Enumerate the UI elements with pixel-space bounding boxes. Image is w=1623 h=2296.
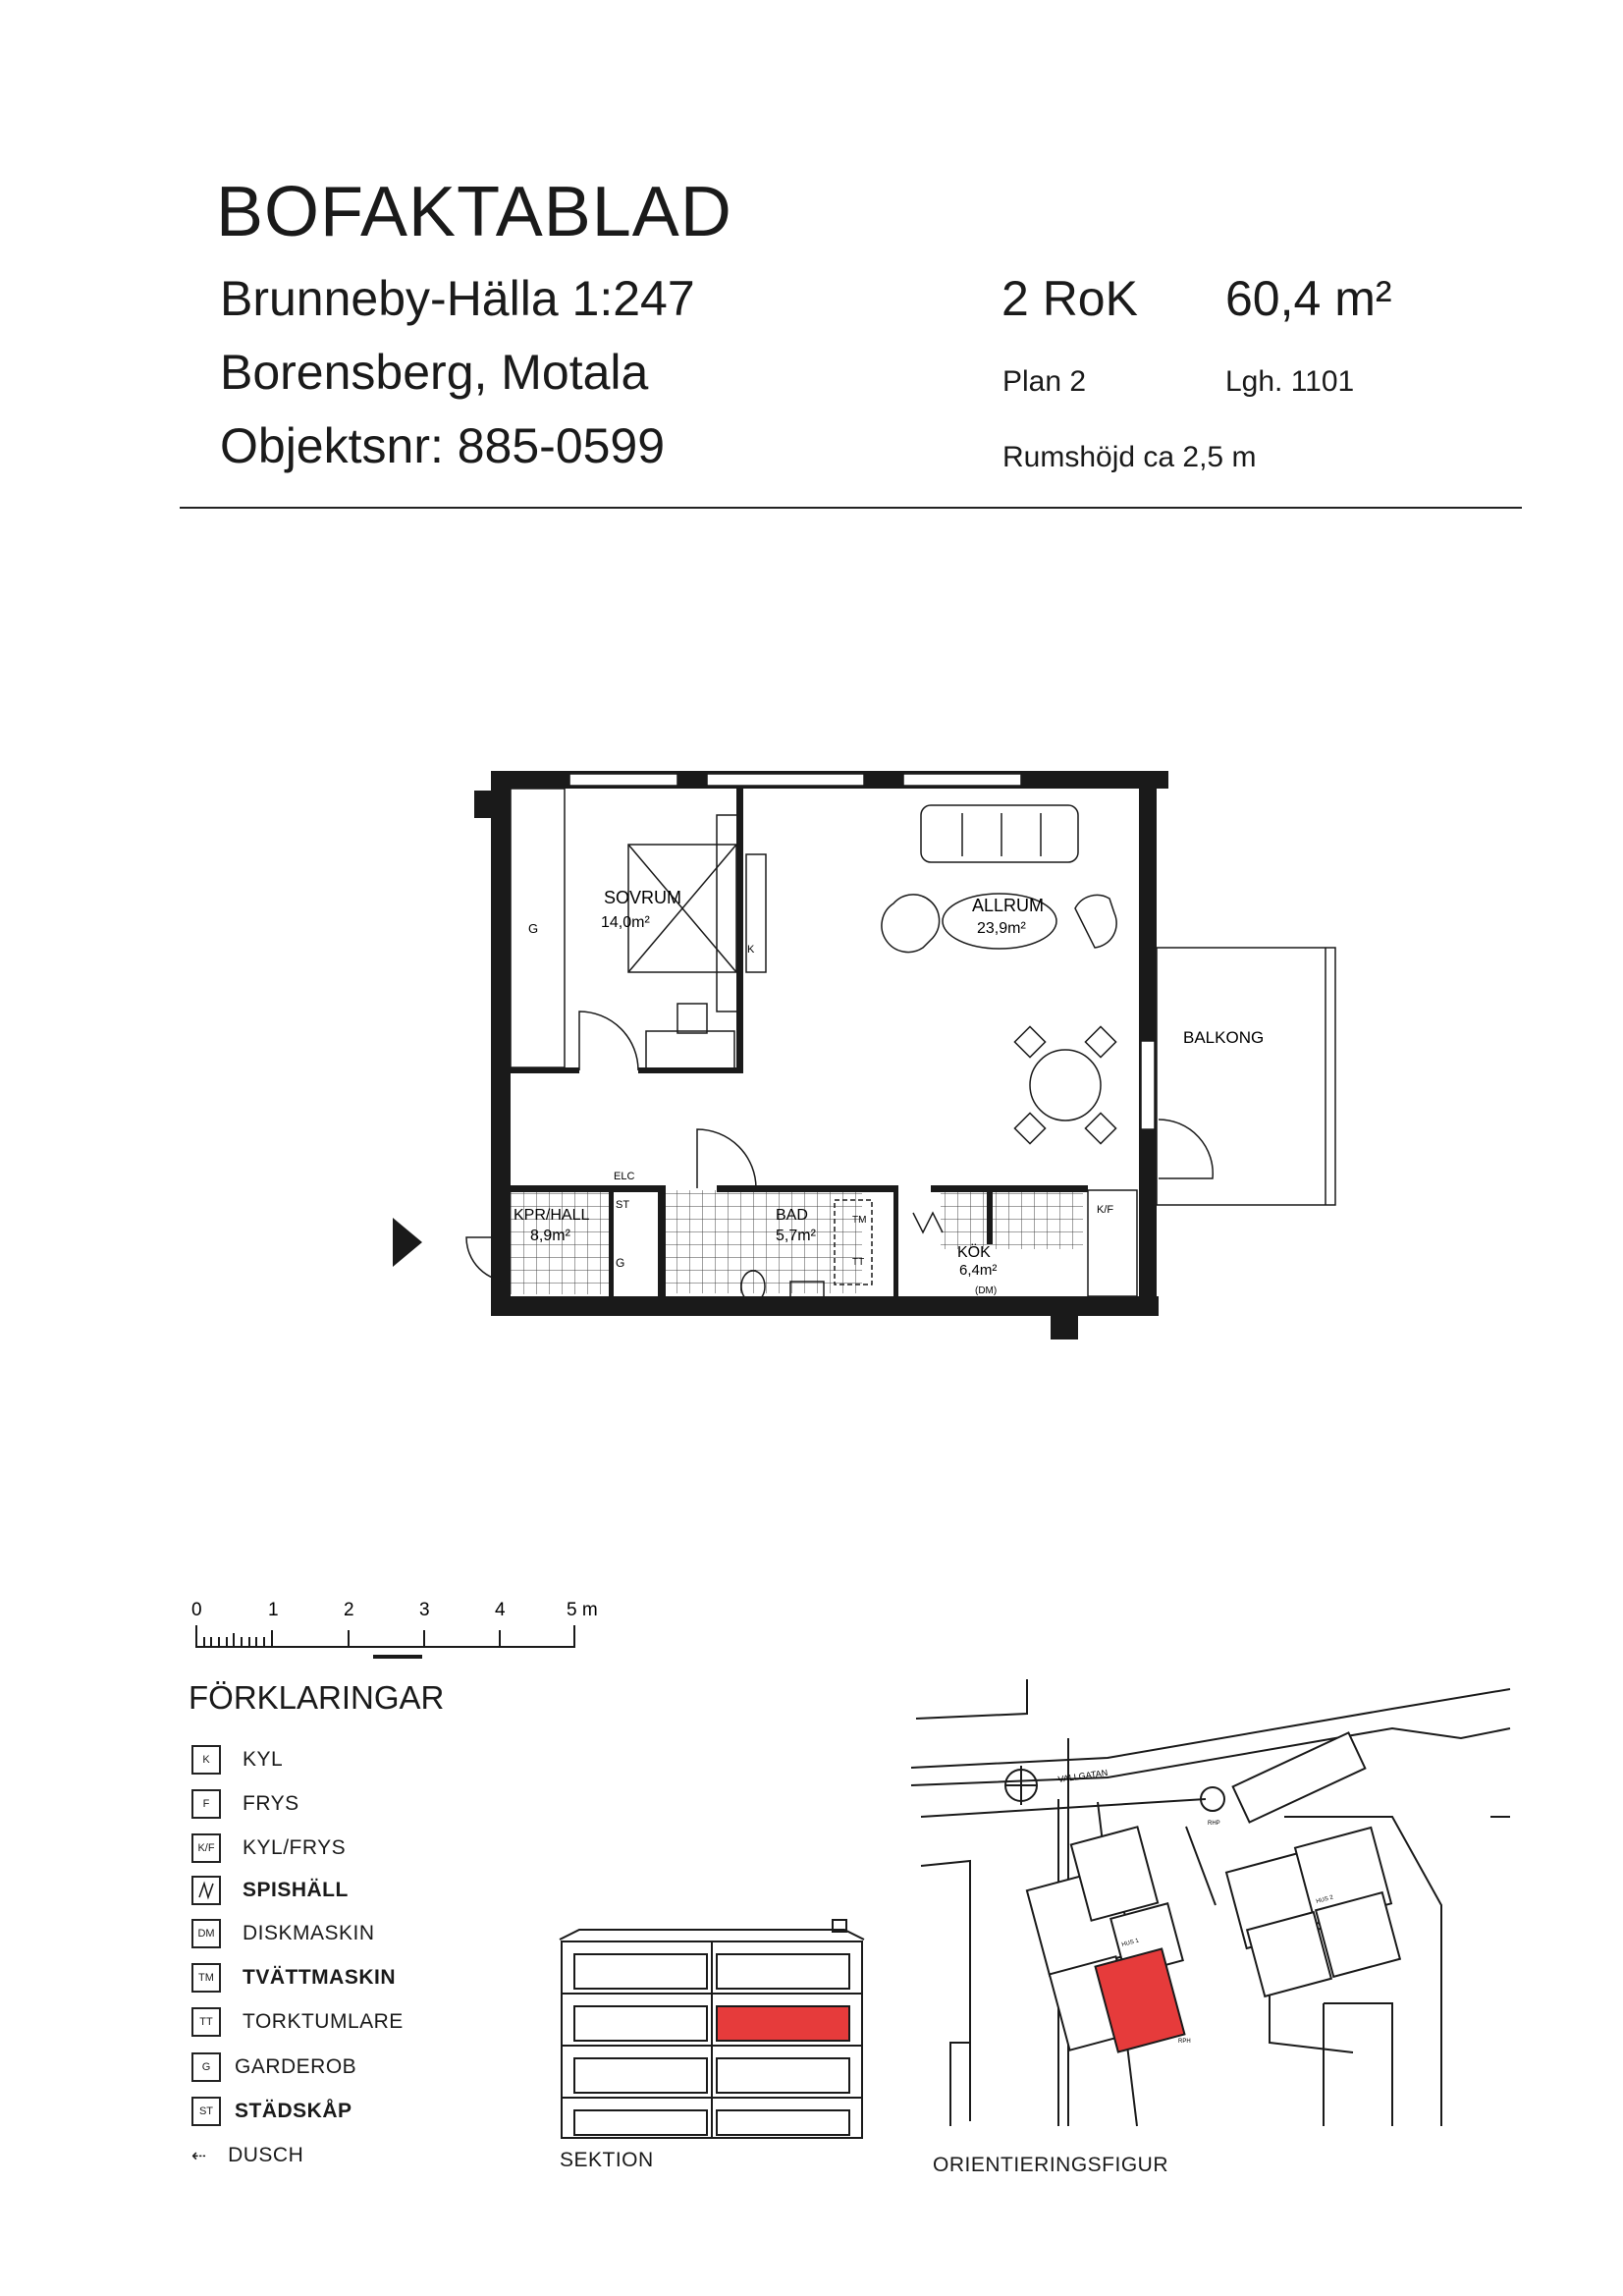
balcony bbox=[1157, 948, 1335, 1205]
dryer-label: TT bbox=[852, 1257, 865, 1268]
scale-tick-3: 3 bbox=[419, 1600, 430, 1620]
kitchen-tiles bbox=[941, 1190, 1083, 1249]
legend-title: FÖRKLARINGAR bbox=[189, 1679, 445, 1716]
bedroom-name: SOVRUM bbox=[604, 888, 682, 907]
sofa bbox=[921, 805, 1078, 862]
legend-item-garderob: G GARDEROB bbox=[191, 2050, 356, 2084]
highlight-floor bbox=[717, 2006, 849, 2041]
hus2-label: HUS 2 bbox=[1315, 1894, 1334, 1905]
electric-label: ELC bbox=[614, 1171, 635, 1182]
bathroom-area: 5,7m² bbox=[776, 1228, 816, 1244]
legend-item-stadskap: ST STÄDSKÅP bbox=[191, 2095, 352, 2128]
street-name: VALLGATAN bbox=[1056, 1767, 1109, 1784]
object-number: Objektsnr: 885-0599 bbox=[220, 418, 666, 473]
fridge-freezer-label: K/F bbox=[1097, 1204, 1114, 1216]
bed bbox=[628, 815, 766, 1011]
building-section bbox=[550, 1920, 884, 2151]
orientation-map bbox=[911, 1669, 1510, 2126]
scale-bar bbox=[191, 1586, 614, 1665]
legend-item-spishall: SPISHÄLL bbox=[191, 1874, 349, 1907]
dryer-icon: TT bbox=[191, 2007, 221, 2037]
shower-icon: ⇠ bbox=[191, 2145, 207, 2165]
rhp-label-1: RHP bbox=[1208, 1821, 1220, 1827]
scale-tick-5: 5 m bbox=[567, 1600, 598, 1620]
scale-tick-0: 0 bbox=[191, 1600, 202, 1620]
entrance-arrow bbox=[393, 1218, 422, 1267]
kyl-icon: K bbox=[191, 1745, 221, 1775]
legend-item-diskmaskin: DM DISKMASKIN bbox=[191, 1917, 375, 1950]
scale-tick-1: 1 bbox=[268, 1600, 279, 1620]
closet-icon: ST bbox=[191, 2097, 221, 2126]
wardrobe-label-2: G bbox=[616, 1256, 625, 1270]
section-caption: SEKTION bbox=[560, 2149, 654, 2171]
legend-item-kyl: K KYL bbox=[191, 1743, 283, 1777]
bathroom-tiles bbox=[666, 1190, 865, 1293]
kitchen-area: 6,4m² bbox=[959, 1262, 998, 1279]
dishwasher-label: (DM) bbox=[975, 1285, 998, 1296]
bathroom-name: BAD bbox=[776, 1207, 808, 1224]
scale-tick-4: 4 bbox=[495, 1600, 506, 1620]
document-title: BOFAKTABLAD bbox=[216, 173, 732, 251]
kitchen-name: KÖK bbox=[957, 1244, 991, 1261]
legend-item-frys: F FRYS bbox=[191, 1787, 299, 1821]
hall-area: 8,9m² bbox=[530, 1228, 570, 1244]
fridge-marker: K bbox=[747, 944, 755, 956]
hus1-label: HUS 1 bbox=[1120, 1938, 1140, 1948]
dishwasher-icon: DM bbox=[191, 1919, 221, 1948]
ceiling-height: Rumshöjd ca 2,5 m bbox=[1002, 441, 1257, 473]
legend-item-tvattmaskin: TM TVÄTTMASKIN bbox=[191, 1961, 396, 1995]
wardrobe-icon: G bbox=[191, 2052, 221, 2082]
apartment-number: Lgh. 1101 bbox=[1225, 365, 1355, 398]
orientation-caption: ORIENTIERINGSFIGUR bbox=[933, 2154, 1169, 2176]
legend-item-kylfrys: K/F KYL/FRYS bbox=[191, 1831, 346, 1865]
floor-plan bbox=[383, 746, 1265, 1394]
washer-label: TM bbox=[852, 1215, 867, 1226]
hob-icon bbox=[191, 1876, 221, 1905]
floor-level: Plan 2 bbox=[1002, 365, 1087, 398]
hall-name: KPR/HALL bbox=[514, 1207, 590, 1224]
location: Borensberg, Motala bbox=[220, 345, 649, 400]
balcony-label: BALKONG bbox=[1183, 1028, 1265, 1047]
washer-icon: TM bbox=[191, 1963, 221, 1993]
living-area-label: 23,9m² bbox=[977, 920, 1026, 937]
living-name: ALLRUM bbox=[972, 896, 1045, 915]
bedroom-area: 14,0m² bbox=[601, 914, 650, 931]
header-divider bbox=[180, 507, 1522, 509]
property-designation: Brunneby-Hälla 1:247 bbox=[220, 271, 695, 326]
living-area: 60,4 m² bbox=[1225, 271, 1392, 326]
legend-item-torktumlare: TT TORKTUMLARE bbox=[191, 2005, 404, 2039]
scale-tick-2: 2 bbox=[344, 1600, 354, 1620]
north-arrow-icon bbox=[1005, 1766, 1037, 1805]
windows bbox=[569, 774, 1155, 1129]
room-count: 2 RoK bbox=[1001, 271, 1138, 326]
legend-item-dusch: ⇠ DUSCH bbox=[191, 2144, 304, 2166]
dining-table bbox=[1014, 1026, 1115, 1143]
hob-icon bbox=[913, 1213, 943, 1232]
kylfrys-icon: K/F bbox=[191, 1833, 221, 1863]
rhp-label-2: RPH bbox=[1178, 2039, 1191, 2045]
frys-icon: F bbox=[191, 1789, 221, 1819]
wardrobe-label-1: G bbox=[528, 921, 539, 936]
closet-label: ST bbox=[616, 1199, 630, 1211]
